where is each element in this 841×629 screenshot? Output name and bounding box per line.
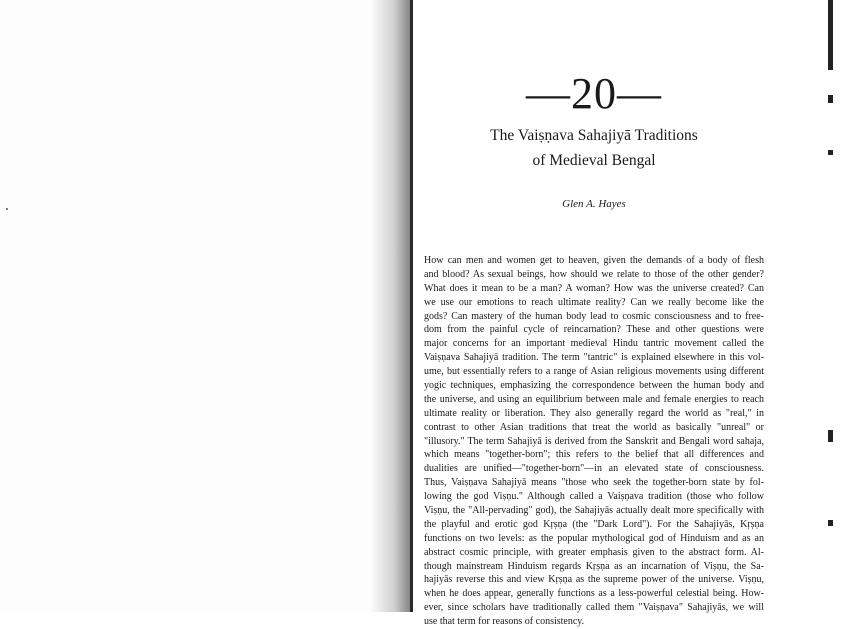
text-line: Thus, Vaiṣṇava Sahajiyā means "those who seek the together-born state by fol- [424, 477, 764, 489]
text-line: What does it mean to be a man? A woman? How was the universe created? Can [424, 282, 764, 294]
text-line: dualities are unified—"together-born"—in an elevated state of consciousness. [424, 463, 764, 475]
text-line: hajiyās reverse this and view Kṛṣṇa as the supreme power of the universe. Viṣṇu, [424, 574, 764, 586]
text-line: functions on two levels: as the popular mythological god of Hinduism and as an [424, 532, 764, 544]
text-line: ume, but essentially refers to a range of Asian religious movements using different [424, 366, 764, 378]
page-edge-mark [828, 150, 833, 155]
text-line: though mainstream Hinduism regards Kṛṣṇa as an incarnation of Viṣṇu, the Sa- [424, 560, 764, 572]
gutter-shadow [370, 0, 414, 612]
body-paragraph [424, 254, 764, 629]
page-edge-mark [828, 95, 833, 103]
chapter-title-line: The Vaiṣṇava Sahajiyā Traditions [490, 127, 698, 144]
left-page [0, 0, 412, 612]
text-line: and blood? As sexual beings, how should we relate to those of the other gender? [424, 268, 764, 280]
text-line: ever, since scholars have traditionally called them "Vaiṣṇava" Sahajiyās, we will [424, 602, 764, 614]
text-line: ultimate reality or liberation. They also generally regard the world as "real," in [424, 407, 764, 419]
author-name: Glen A. Hayes [562, 198, 626, 210]
text-line: abstract cosmic principle, with greater emphasis given to the abstract form. Al- [424, 546, 764, 558]
text-line: Vaiṣṇava Sahajiyā tradition. The term "tantric" is explained elsewhere in this vol- [424, 352, 764, 364]
text-line: we use our emotions to reach ultimate reality? Can we really become like the [424, 296, 764, 308]
text-line: yogic techniques, emphasizing the correspondence between the human body and [424, 380, 764, 392]
text-line: which means "together-born"; this refers to the belief that all differences and [424, 449, 764, 461]
text-line: major concerns for an important medieval Hindu tantric movement called the [424, 338, 764, 350]
scan-speck [6, 208, 8, 210]
text-line: when he does appear, generally functions as a less-powerful celestial being. How- [424, 588, 764, 600]
text-line: gods? Can mastery of the human body lead to cosmic consciousness and to free- [424, 310, 764, 322]
text-line: dom from the painful cycle of reincarnation? These and other questions were [424, 324, 764, 336]
text-line: use that term for reasons of consistency. [424, 616, 585, 628]
page-edge-mark [828, 520, 833, 526]
text-line: the universe, and using an equilibrium between male and female energies to reach [424, 393, 764, 405]
page-edge-mark [828, 430, 833, 442]
text-line: Viṣṇu, the "All-pervading" god), the Sahajiyās actually dealt more specifically with [424, 505, 764, 517]
text-line: How can men and women get to heaven, given the demands of a body of flesh [424, 255, 764, 266]
chapter-title [470, 123, 718, 173]
chapter-title-line: of Medieval Bengal [532, 152, 656, 169]
text-line: lowing the god Viṣṇu." Although called a Vaiṣṇava tradition (those who follow [424, 491, 764, 503]
text-line: the playful and erotic god Kṛṣṇa (the "Dark Lord"). For the Sahajiyās, Kṛṣṇa [424, 518, 764, 530]
text-line: contrast to other Asian traditions that treat the world as basically "unreal" or [424, 421, 764, 433]
page-edge-mark-top [828, 0, 833, 70]
chapter-number: —20— [526, 69, 662, 118]
text-line: "illusory." The term Sahajiyā is derived from the Sanskrit and Bengali word sahaja, [424, 435, 764, 447]
